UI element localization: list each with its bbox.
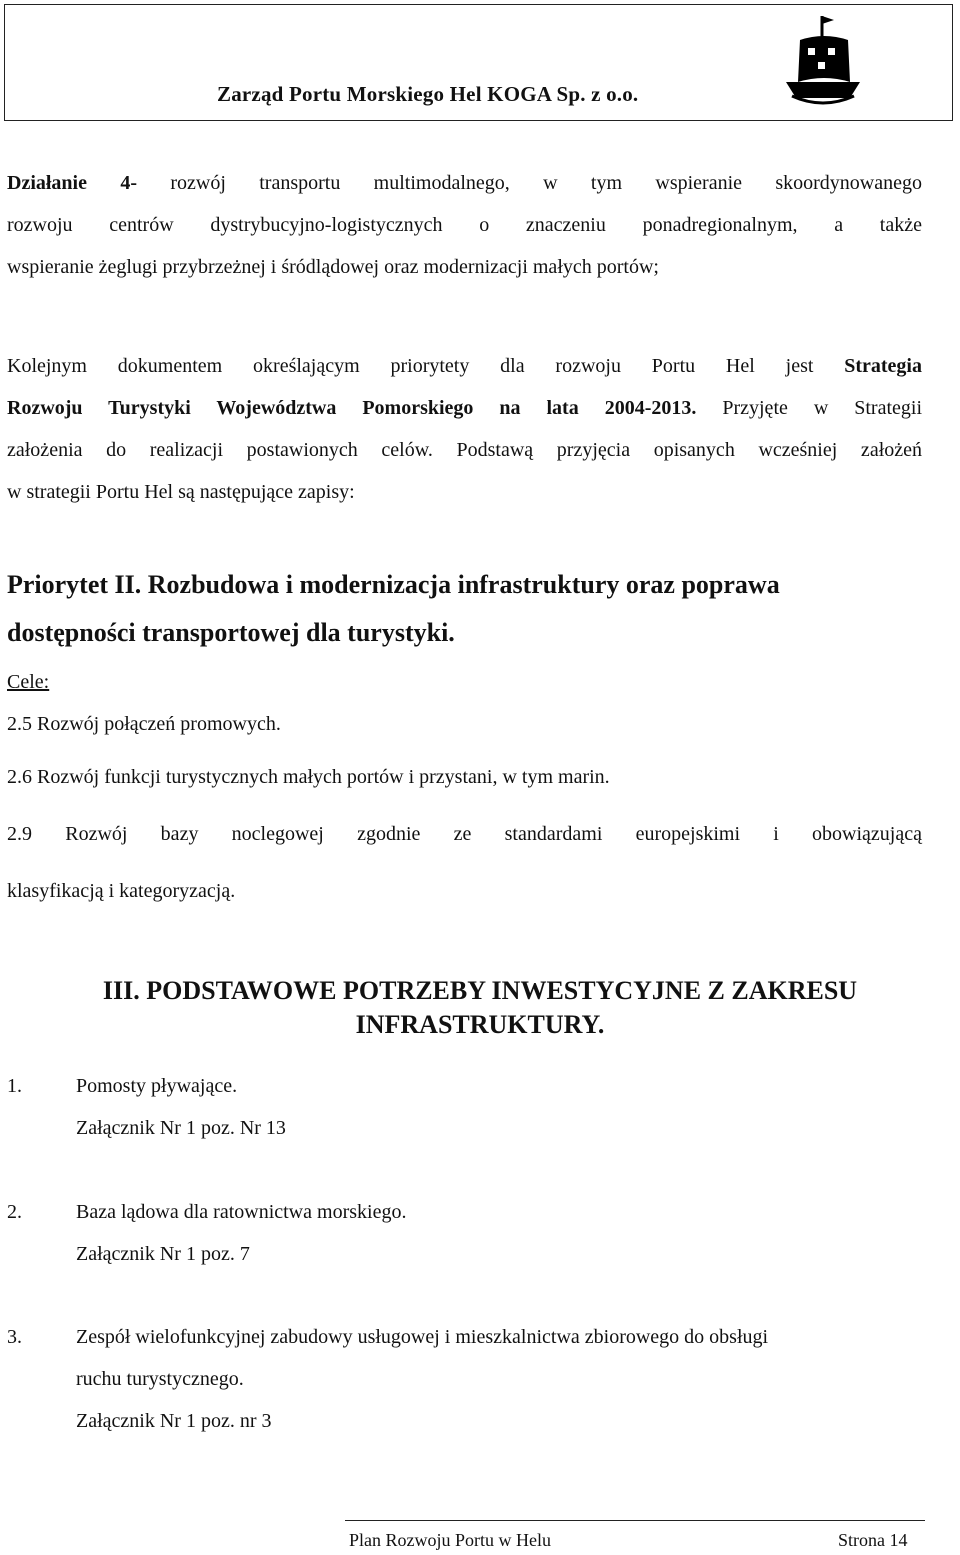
- list-item-text-cont: ruchu turystycznego.: [76, 1368, 244, 1390]
- list-item-number: 1.: [7, 1075, 22, 1097]
- list-item-number: 2.: [7, 1201, 22, 1223]
- dzialanie-line-1: [7, 172, 922, 195]
- list-item-number: 3.: [7, 1326, 22, 1348]
- cel-item-cont: klasyfikacją i kategoryzacją.: [7, 880, 236, 902]
- dzialanie-text: rozwój transportu multimodalnego, w tym wspieranie skoordynowanego: [170, 172, 922, 194]
- cel-item: 2.6 Rozwój funkcji turystycznych małych portów i przystani, w tym marin.: [7, 766, 610, 788]
- para-line-1: [7, 355, 922, 378]
- priorytet-heading-2: dostępności transportowej dla turystyki.: [7, 618, 455, 647]
- cele-label: Cele:: [7, 671, 50, 693]
- para-line-2: [7, 397, 922, 420]
- footer-divider: [345, 1520, 925, 1521]
- para-line-4: w strategii Portu Hel są następujące zapisy:: [7, 481, 355, 503]
- para-line-3: założenia do realizacji postawionych celów. Podstawą przyjęcia opisanych wcześniej założeń: [7, 439, 922, 461]
- dzialanie-line-2: rozwoju centrów dystrybucyjno-logistycznych o znaczeniu ponadregionalnym, a także: [7, 214, 922, 236]
- header-title: Zarząd Portu Morskiego Hel KOGA Sp. z o.o.: [217, 82, 639, 106]
- list-item-ref: Załącznik Nr 1 poz. 7: [76, 1243, 250, 1265]
- page-number: Strona 14: [838, 1530, 908, 1550]
- dzialanie-line-3: wspieranie żeglugi przybrzeżnej i śródlądowej oraz modernizacji małych portów;: [7, 256, 659, 278]
- para-strategy-title-cont: Rozwoju Turystyki Województwa Pomorskiego na lata 2004-2013.: [7, 397, 697, 419]
- para-text: Przyjęte w Strategii: [722, 397, 923, 419]
- list-item-ref: Załącznik Nr 1 poz. Nr 13: [76, 1117, 286, 1139]
- section-heading-2: INFRASTRUKTURY.: [355, 1010, 605, 1039]
- footer-title: Plan Rozwoju Portu w Helu: [349, 1530, 551, 1550]
- list-item-ref: Załącznik Nr 1 poz. nr 3: [76, 1410, 272, 1432]
- cel-item: 2.5 Rozwój połączeń promowych.: [7, 713, 281, 735]
- list-item-text: Pomosty pływające.: [76, 1075, 238, 1097]
- priorytet-heading-1: Priorytet II. Rozbudowa i modernizacja infrastruktury oraz poprawa: [7, 570, 780, 599]
- sailing-ship-logo-icon: [778, 14, 868, 110]
- list-item-text: Zespół wielofunkcyjnej zabudowy usługowej i mieszkalnictwa zbiorowego do obsługi: [76, 1326, 769, 1348]
- dzialanie-label: Działanie 4-: [7, 172, 137, 194]
- section-heading-1: III. PODSTAWOWE POTRZEBY INWESTYCYJNE Z ZAKRESU: [102, 976, 858, 1005]
- para-text: Kolejnym dokumentem określającym priorytety dla rozwoju Portu Hel jest: [7, 355, 814, 377]
- para-strategy-title: Strategia: [844, 355, 922, 377]
- cel-item: 2.9 Rozwój bazy noclegowej zgodnie ze standardami europejskimi i obowiązującą: [7, 823, 922, 845]
- list-item-text: Baza lądowa dla ratownictwa morskiego.: [76, 1201, 407, 1223]
